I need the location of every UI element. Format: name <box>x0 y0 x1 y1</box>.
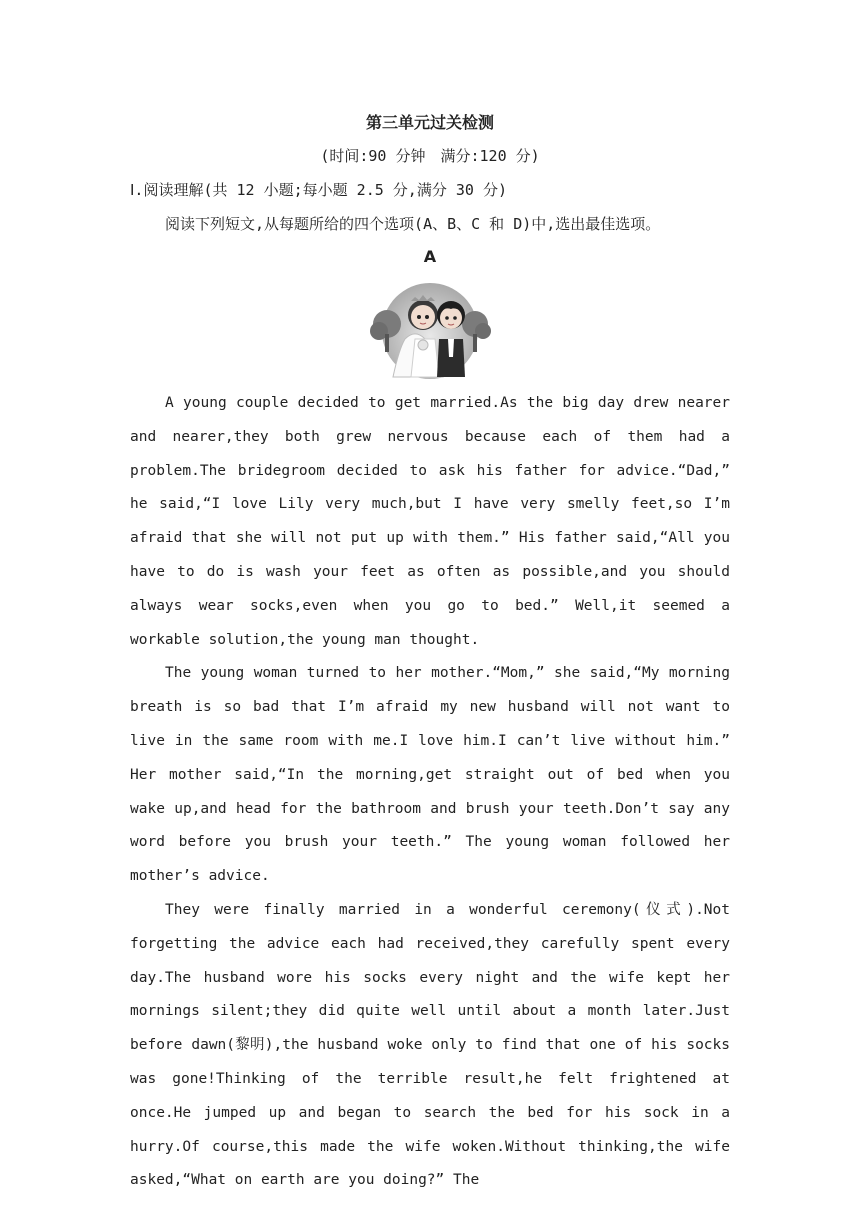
passage-paragraph-1: A young couple decided to get married.As the big day drew nearer and nearer,they both grew nervous because each of them had a problem.The bridegroom decided to ask his father for advice.“Dad,” he said,“I love Lily very much,but I have very smelly feet,so I’m afraid that she will not put up with them.” His father said,“All you have to do is wash your feet as often as possible,and you should always wear socks,even when you go to bed.” Well,it seemed a workable solution,the young man thought. <box>130 395 730 648</box>
passage-paragraph-2: The young woman turned to her mother.“Mom,” she said,“My morning breath is so bad that I’m afraid my new husband will not want to live in the same room with me.I love him.I can’t live without him.” Her mother said,“In the morning,get straight out of bed when you wake up,and head for the bathroom and brush your teeth.Don’t say any word before you brush your teeth.” The young woman followed her mother’s advice. <box>130 665 730 885</box>
passage-label: A <box>423 247 437 266</box>
section-instructions: 阅读下列短文,从每题所给的四个选项(A、B、C 和 D)中,选出最佳选项。 <box>165 215 661 233</box>
page-title: 第三单元过关检测 <box>365 113 494 132</box>
reading-passage <box>130 387 730 1189</box>
wedding-couple-illustration-icon <box>365 279 495 379</box>
passage-paragraph-3: They were finally married in a wonderful ceremony(仪式).Not forgetting the advice each had received,they carefully spent every day.The husband wore his socks every night and the wife kept her mornings silent;they did quite well until about a month later.Just before dawn(黎明),the husband woke only to find that one of his socks was gone!Thinking of the terrible result,he felt frightened at once.He jumped up and began to search the bed for his sock in a hurry.Of course,this made the wife woken.Without thinking,the wife asked,“What on earth are you doing?” The <box>130 901 730 1189</box>
section-heading: Ⅰ.阅读理解(共 12 小题;每小题 2.5 分,满分 30 分) <box>130 181 507 199</box>
exam-time-score: (时间:90 分钟 满分:120 分) <box>320 147 540 165</box>
